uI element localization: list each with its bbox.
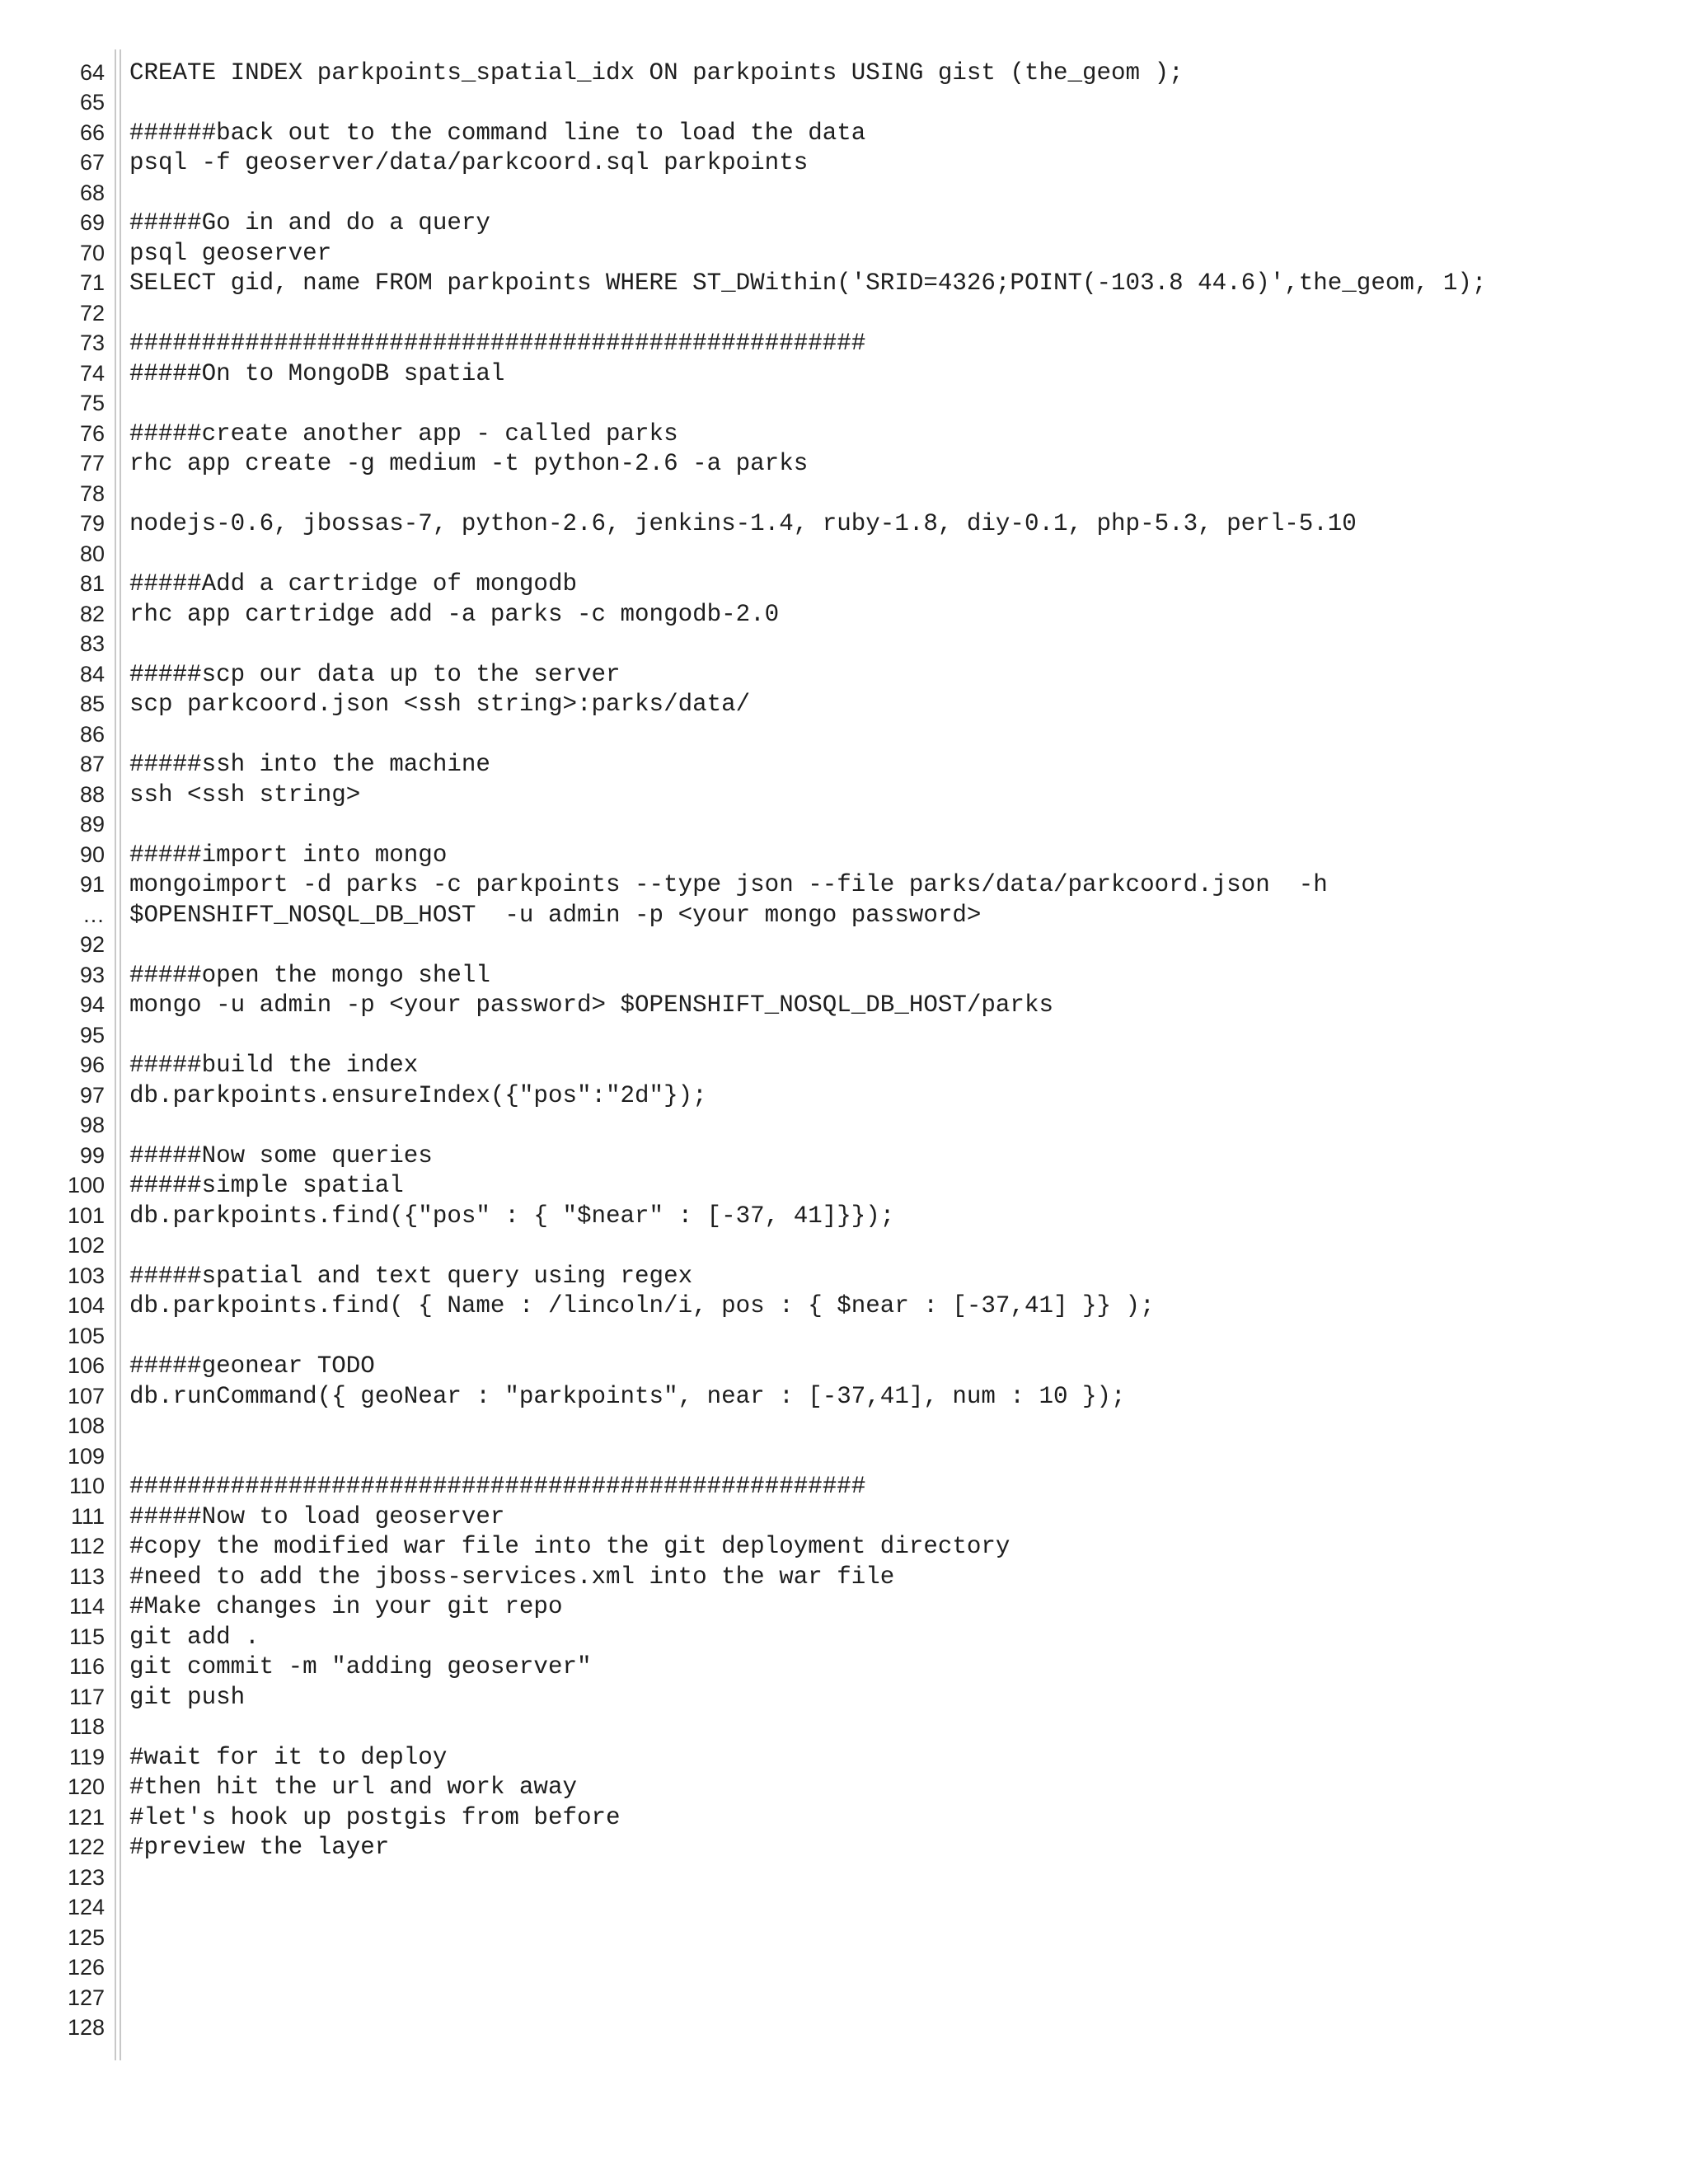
line-text[interactable]: #copy the modified war file into the git deployment directory — [129, 1533, 1010, 1561]
line-number: 83 — [79, 631, 105, 657]
line-text[interactable]: git add . — [129, 1623, 260, 1651]
line-text[interactable]: #####open the mongo shell — [129, 961, 490, 989]
code-line[interactable] — [0, 659, 1688, 690]
line-text[interactable]: SELECT gid, name FROM parkpoints WHERE ST_DWithin('SRID=4326;POINT(-103.8 44.6)',the_geom, 1); — [129, 269, 1487, 298]
code-line[interactable] — [0, 1742, 1688, 1773]
code-line[interactable] — [0, 810, 1688, 841]
line-number: 72 — [79, 300, 105, 326]
line-text[interactable]: mongoimport -d parks -c parkpoints --type json --file parks/data/parkcoord.json -h — [129, 871, 1328, 899]
line-number: 80 — [79, 541, 105, 566]
line-text[interactable]: CREATE INDEX parkpoints_spatial_idx ON parkpoints USING gist (the_geom ); — [129, 59, 1184, 87]
line-number: 100 — [67, 1173, 105, 1198]
code-line[interactable] — [0, 1562, 1688, 1592]
code-line[interactable] — [0, 1412, 1688, 1442]
line-number: 103 — [67, 1263, 105, 1288]
line-number: 73 — [79, 330, 105, 356]
code-line[interactable] — [0, 780, 1688, 810]
line-text[interactable]: ################################################### — [129, 1473, 866, 1501]
line-text[interactable]: db.runCommand({ geoNear : "parkpoints", near : [-37,41], num : 10 }); — [129, 1382, 1126, 1410]
line-number: 107 — [67, 1383, 105, 1408]
code-line[interactable] — [0, 238, 1688, 269]
line-number: 89 — [79, 812, 105, 837]
code-line[interactable] — [0, 1893, 1688, 1924]
line-text[interactable]: #####On to MongoDB spatial — [129, 359, 505, 387]
line-number: 113 — [68, 1563, 105, 1589]
line-number: 102 — [67, 1233, 105, 1258]
line-text[interactable]: #####Now some queries — [129, 1141, 433, 1169]
line-number: 86 — [79, 721, 105, 747]
code-line[interactable] — [0, 1231, 1688, 1262]
line-text[interactable]: #preview the layer — [129, 1834, 390, 1862]
code-line[interactable] — [0, 1983, 1688, 2013]
code-line[interactable] — [0, 750, 1688, 780]
line-number: 114 — [68, 1594, 105, 1619]
line-text[interactable]: psql geoserver — [129, 239, 332, 267]
code-line[interactable] — [0, 509, 1688, 540]
line-text[interactable]: rhc app cartridge add -a parks -c mongodb-2.0 — [129, 600, 780, 628]
code-line[interactable] — [0, 1141, 1688, 1171]
code-line[interactable] — [0, 88, 1688, 119]
line-number: 122 — [67, 1835, 105, 1860]
line-text[interactable]: scp parkcoord.json <ssh string>:parks/data/ — [129, 691, 751, 719]
code-line[interactable] — [0, 1802, 1688, 1833]
line-number: 123 — [67, 1864, 105, 1890]
line-text[interactable]: mongo -u admin -p <your password> $OPENSHIFT_NOSQL_DB_HOST/parks — [129, 991, 1053, 1019]
code-line[interactable] — [0, 118, 1688, 148]
code-line[interactable] — [0, 1080, 1688, 1111]
code-line[interactable] — [0, 690, 1688, 720]
code-line[interactable] — [0, 1321, 1688, 1352]
code-line[interactable] — [0, 840, 1688, 870]
line-number: 79 — [79, 511, 105, 537]
line-number: 105 — [67, 1323, 105, 1348]
line-number: 69 — [79, 210, 105, 236]
line-number: 92 — [79, 932, 105, 958]
line-text[interactable]: ssh <ssh string> — [129, 780, 361, 808]
code-line[interactable] — [0, 870, 1688, 901]
line-text[interactable]: #####import into mongo — [129, 841, 448, 869]
code-line[interactable] — [0, 298, 1688, 329]
line-text[interactable]: #####simple spatial — [129, 1172, 404, 1200]
line-number: 82 — [79, 601, 105, 626]
line-number: 101 — [67, 1202, 105, 1228]
line-text[interactable]: #####Add a cartridge of mongodb — [129, 570, 577, 598]
code-line[interactable] — [0, 1441, 1688, 1472]
code-line[interactable] — [0, 569, 1688, 600]
code-line[interactable] — [0, 1502, 1688, 1532]
code-line[interactable] — [0, 1833, 1688, 1863]
line-number: 94 — [79, 992, 105, 1018]
line-text[interactable]: #wait for it to deploy — [129, 1743, 448, 1771]
code-line[interactable] — [0, 930, 1688, 961]
line-number: 66 — [79, 120, 105, 145]
line-number: 125 — [67, 1924, 105, 1950]
line-number: 64 — [79, 59, 105, 85]
line-number: 91 — [79, 872, 105, 898]
code-line[interactable] — [0, 1863, 1688, 1893]
code-line[interactable] — [0, 1171, 1688, 1202]
line-number: 117 — [68, 1684, 105, 1709]
line-text[interactable]: db.parkpoints.find( { Name : /lincoln/i, pos : { $near : [-37,41] }} ); — [129, 1292, 1155, 1320]
code-line[interactable] — [0, 449, 1688, 480]
code-line[interactable] — [0, 1532, 1688, 1563]
line-number: 78 — [79, 480, 105, 506]
line-number: 77 — [79, 451, 105, 476]
line-text[interactable]: #####Go in and do a query — [129, 209, 490, 237]
code-line[interactable] — [0, 1652, 1688, 1683]
code-line[interactable] — [0, 389, 1688, 419]
code-line[interactable] — [0, 1111, 1688, 1141]
code-line[interactable] — [0, 960, 1688, 991]
line-number: 111 — [70, 1503, 105, 1529]
code-view[interactable] — [0, 58, 1688, 2043]
line-text[interactable]: #####spatial and text query using regex — [129, 1262, 693, 1290]
code-line[interactable] — [0, 419, 1688, 449]
code-line[interactable] — [0, 1592, 1688, 1623]
code-line[interactable] — [0, 539, 1688, 569]
line-text[interactable]: ################################################### — [129, 330, 866, 358]
line-number: 108 — [67, 1413, 105, 1439]
line-text[interactable]: nodejs-0.6, jbossas-7, python-2.6, jenkins-1.4, ruby-1.8, diy-0.1, php-5.3, perl-5.10 — [129, 510, 1357, 538]
line-number: 90 — [79, 841, 105, 867]
code-line[interactable] — [0, 1381, 1688, 1412]
line-number: 99 — [79, 1142, 105, 1168]
line-number: 84 — [79, 661, 105, 687]
line-number: 74 — [79, 360, 105, 386]
code-line[interactable] — [0, 719, 1688, 750]
line-text[interactable]: rhc app create -g medium -t python-2.6 -a parks — [129, 450, 809, 478]
line-text[interactable]: #####Now to load geoserver — [129, 1502, 505, 1530]
line-number: 68 — [79, 180, 105, 205]
line-number: 118 — [68, 1714, 105, 1740]
line-text[interactable]: #####build the index — [129, 1052, 419, 1080]
line-number: 121 — [67, 1804, 105, 1830]
line-text[interactable]: #Make changes in your git repo — [129, 1593, 563, 1621]
line-text[interactable]: #then hit the url and work away — [129, 1774, 577, 1802]
line-number: 115 — [68, 1624, 105, 1649]
line-text[interactable]: #####ssh into the machine — [129, 751, 490, 779]
line-text[interactable]: #need to add the jboss-services.xml into the war file — [129, 1563, 895, 1591]
line-number: 120 — [67, 1774, 105, 1800]
code-line[interactable] — [0, 178, 1688, 209]
line-number: 85 — [79, 691, 105, 717]
code-line[interactable] — [0, 1020, 1688, 1051]
line-number: 127 — [67, 1985, 105, 2010]
line-text[interactable]: #####geonear TODO — [129, 1352, 375, 1380]
line-number: 98 — [79, 1113, 105, 1138]
line-number: 128 — [67, 2015, 105, 2041]
line-number: 110 — [68, 1474, 105, 1499]
line-number: 70 — [79, 240, 105, 265]
code-line[interactable] — [0, 1291, 1688, 1322]
code-line[interactable] — [0, 58, 1688, 88]
line-text[interactable]: git commit -m "adding geoserver" — [129, 1653, 592, 1681]
line-number: 109 — [67, 1443, 105, 1469]
line-number: 95 — [79, 1022, 105, 1047]
line-number: 126 — [67, 1955, 105, 1980]
line-number: 96 — [79, 1052, 105, 1078]
line-text[interactable]: git push — [129, 1683, 246, 1711]
line-text[interactable]: db.parkpoints.ensureIndex({"pos":"2d"}); — [129, 1081, 707, 1109]
code-line[interactable] — [0, 269, 1688, 299]
line-text[interactable]: psql -f geoserver/data/parkcoord.sql parkpoints — [129, 149, 809, 177]
line-text[interactable]: #####create another app - called parks — [129, 419, 678, 448]
line-text[interactable]: ######back out to the command line to load the data — [129, 119, 866, 147]
code-line[interactable] — [0, 1352, 1688, 1382]
line-text[interactable]: $OPENSHIFT_NOSQL_DB_HOST -u admin -p <your mongo password> — [129, 901, 982, 929]
line-number: 75 — [79, 391, 105, 416]
code-line[interactable] — [0, 148, 1688, 179]
line-text[interactable]: #####scp our data up to the server — [129, 660, 621, 688]
code-line[interactable] — [0, 1923, 1688, 1953]
line-number: 93 — [79, 962, 105, 987]
code-line[interactable] — [0, 1201, 1688, 1231]
line-text[interactable]: #let's hook up postgis from before — [129, 1803, 621, 1831]
line-number: 67 — [79, 150, 105, 176]
line-number: 81 — [79, 571, 105, 597]
code-line[interactable] — [0, 209, 1688, 239]
code-line[interactable] — [0, 991, 1688, 1021]
code-line[interactable] — [0, 1953, 1688, 1984]
line-text[interactable]: db.parkpoints.find({"pos" : { "$near" : [-37, 41]}}); — [129, 1202, 895, 1230]
line-number: 112 — [68, 1534, 105, 1559]
code-line[interactable] — [0, 630, 1688, 660]
line-number: 88 — [79, 781, 105, 807]
line-number: 65 — [79, 90, 105, 115]
line-number: 97 — [79, 1082, 105, 1108]
code-line[interactable] — [0, 1682, 1688, 1713]
code-line[interactable] — [0, 900, 1688, 930]
code-line[interactable] — [0, 1713, 1688, 1743]
line-number: 119 — [68, 1744, 105, 1769]
line-number: 71 — [79, 270, 105, 296]
code-line[interactable] — [0, 599, 1688, 630]
code-line[interactable] — [0, 1773, 1688, 1803]
code-line[interactable] — [0, 359, 1688, 389]
code-line[interactable] — [0, 1622, 1688, 1652]
code-line[interactable] — [0, 1051, 1688, 1081]
line-number: … — [82, 902, 105, 927]
line-number: 106 — [67, 1353, 105, 1379]
line-number: 124 — [67, 1895, 105, 1920]
code-line[interactable] — [0, 329, 1688, 359]
code-line[interactable] — [0, 1261, 1688, 1291]
line-number: 87 — [79, 752, 105, 777]
line-number: 116 — [68, 1654, 105, 1680]
code-line[interactable] — [0, 1472, 1688, 1502]
code-line[interactable] — [0, 479, 1688, 509]
code-line[interactable] — [0, 2013, 1688, 2044]
line-number: 76 — [79, 420, 105, 446]
line-number: 104 — [67, 1293, 105, 1319]
